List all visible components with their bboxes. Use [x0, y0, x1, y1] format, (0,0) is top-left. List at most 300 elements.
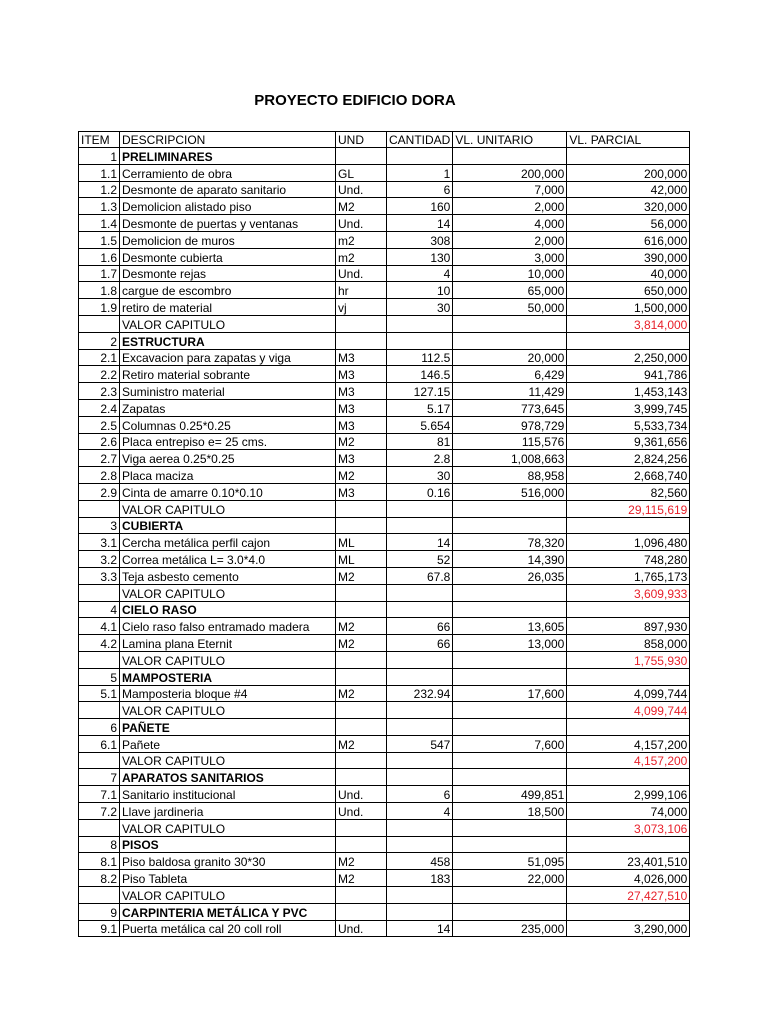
cell-quantity: 30 — [387, 299, 453, 316]
cell-partial: 2,250,000 — [567, 349, 690, 366]
cell-item: 7 — [79, 769, 120, 786]
cell-item: 2.9 — [79, 483, 120, 500]
cell-item — [79, 315, 120, 332]
cell-item: 2.5 — [79, 416, 120, 433]
cell-description: VALOR CAPITULO — [120, 702, 336, 719]
cell-item: 3 — [79, 517, 120, 534]
cell-description: CIELO RASO — [120, 601, 336, 618]
cell-partial — [567, 668, 690, 685]
cell-unit — [336, 315, 387, 332]
cell-quantity: 183 — [387, 870, 453, 887]
cell-description: VALOR CAPITULO — [120, 584, 336, 601]
chapter-total-row — [79, 315, 690, 332]
cell-quantity — [387, 500, 453, 517]
cell-quantity: 81 — [387, 433, 453, 450]
cell-partial: 3,999,745 — [567, 399, 690, 416]
cell-item: 2.6 — [79, 433, 120, 450]
cell-unit-price: 78,320 — [453, 534, 567, 551]
cell-partial: 27,427,510 — [567, 887, 690, 904]
cell-quantity: 14 — [387, 534, 453, 551]
header-vl-unitario: VL. UNITARIO — [453, 132, 567, 148]
cell-unit-price: 2,000 — [453, 198, 567, 215]
cell-item: 2 — [79, 332, 120, 349]
cell-unit-price: 200,000 — [453, 164, 567, 181]
cell-quantity: 67.8 — [387, 567, 453, 584]
table-row — [79, 366, 690, 383]
cell-quantity — [387, 719, 453, 736]
header-row — [79, 132, 690, 148]
cell-item — [79, 702, 120, 719]
table-row — [79, 685, 690, 702]
cell-unit: M3 — [336, 399, 387, 416]
cell-quantity — [387, 332, 453, 349]
cell-quantity: 66 — [387, 618, 453, 635]
section-row — [79, 903, 690, 920]
cell-description: Placa maciza — [120, 467, 336, 484]
cell-unit — [336, 517, 387, 534]
cell-unit — [336, 668, 387, 685]
cell-description: VALOR CAPITULO — [120, 752, 336, 769]
cell-unit: m2 — [336, 248, 387, 265]
cell-quantity: 458 — [387, 853, 453, 870]
cell-unit-price — [453, 332, 567, 349]
cell-quantity — [387, 769, 453, 786]
cell-partial: 9,361,656 — [567, 433, 690, 450]
cell-quantity: 6 — [387, 786, 453, 803]
cell-partial: 320,000 — [567, 198, 690, 215]
cell-partial: 4,099,744 — [567, 702, 690, 719]
cell-quantity — [387, 315, 453, 332]
section-row — [79, 668, 690, 685]
cell-partial: 858,000 — [567, 635, 690, 652]
cell-unit — [336, 819, 387, 836]
table-row — [79, 803, 690, 820]
cell-quantity: 5.17 — [387, 399, 453, 416]
cell-quantity: 112.5 — [387, 349, 453, 366]
cell-item: 6.1 — [79, 735, 120, 752]
cell-unit: Und. — [336, 265, 387, 282]
cell-item: 8.1 — [79, 853, 120, 870]
cell-item: 5 — [79, 668, 120, 685]
cell-unit-price: 499,851 — [453, 786, 567, 803]
table-row — [79, 534, 690, 551]
cell-unit-price — [453, 668, 567, 685]
cell-description: Desmonte cubierta — [120, 248, 336, 265]
cell-description: Retiro material sobrante — [120, 366, 336, 383]
cell-item — [79, 887, 120, 904]
table-row — [79, 870, 690, 887]
cell-partial: 616,000 — [567, 231, 690, 248]
cell-quantity — [387, 836, 453, 853]
cell-item: 9 — [79, 903, 120, 920]
table-row — [79, 618, 690, 635]
table-row — [79, 198, 690, 215]
section-row — [79, 601, 690, 618]
cell-unit-price: 11,429 — [453, 383, 567, 400]
cell-unit: M3 — [336, 366, 387, 383]
chapter-total-row — [79, 752, 690, 769]
cell-partial: 1,096,480 — [567, 534, 690, 551]
cell-unit-price: 88,958 — [453, 467, 567, 484]
cell-partial: 1,755,930 — [567, 651, 690, 668]
cell-description: CARPINTERIA METÁLICA Y PVC — [120, 903, 336, 920]
cell-item: 3.3 — [79, 567, 120, 584]
cell-partial — [567, 148, 690, 165]
table-row — [79, 164, 690, 181]
cell-partial: 897,930 — [567, 618, 690, 635]
cell-unit: M3 — [336, 450, 387, 467]
cell-unit-price: 18,500 — [453, 803, 567, 820]
cell-partial: 74,000 — [567, 803, 690, 820]
cell-item: 2.3 — [79, 383, 120, 400]
cell-item — [79, 651, 120, 668]
table-row — [79, 181, 690, 198]
cell-description: Pañete — [120, 735, 336, 752]
table-row — [79, 349, 690, 366]
cell-description: Columnas 0.25*0.25 — [120, 416, 336, 433]
cell-partial: 4,157,200 — [567, 735, 690, 752]
cell-unit: Und. — [336, 181, 387, 198]
cell-unit-price: 13,605 — [453, 618, 567, 635]
cell-partial: 42,000 — [567, 181, 690, 198]
cell-unit-price: 10,000 — [453, 265, 567, 282]
cell-item: 1.1 — [79, 164, 120, 181]
cell-unit-price — [453, 752, 567, 769]
cell-description: Desmonte de aparato sanitario — [120, 181, 336, 198]
cell-item: 1.8 — [79, 282, 120, 299]
cell-unit-price — [453, 819, 567, 836]
cell-unit-price — [453, 651, 567, 668]
cell-description: Sanitario institucional — [120, 786, 336, 803]
cell-unit-price: 235,000 — [453, 920, 567, 937]
cell-partial: 5,533,734 — [567, 416, 690, 433]
cell-quantity: 308 — [387, 231, 453, 248]
cell-unit-price — [453, 601, 567, 618]
cell-unit-price: 516,000 — [453, 483, 567, 500]
header-und: UND — [336, 132, 387, 148]
cell-unit — [336, 584, 387, 601]
cell-item — [79, 752, 120, 769]
cell-unit-price: 7,000 — [453, 181, 567, 198]
cell-unit-price — [453, 903, 567, 920]
cell-partial: 390,000 — [567, 248, 690, 265]
cell-description: Piso baldosa granito 30*30 — [120, 853, 336, 870]
cell-unit: vj — [336, 299, 387, 316]
cell-description: PAÑETE — [120, 719, 336, 736]
cell-quantity: 4 — [387, 803, 453, 820]
cell-description: Teja asbesto cemento — [120, 567, 336, 584]
cell-quantity: 1 — [387, 164, 453, 181]
cell-item: 1.3 — [79, 198, 120, 215]
cell-quantity — [387, 819, 453, 836]
cell-partial: 3,609,933 — [567, 584, 690, 601]
cell-unit-price — [453, 315, 567, 332]
cell-unit: M2 — [336, 870, 387, 887]
cell-description: VALOR CAPITULO — [120, 651, 336, 668]
cell-partial — [567, 903, 690, 920]
section-row — [79, 332, 690, 349]
table-row — [79, 383, 690, 400]
cell-quantity: 146.5 — [387, 366, 453, 383]
cell-item: 1 — [79, 148, 120, 165]
cell-item: 5.1 — [79, 685, 120, 702]
cell-description: PRELIMINARES — [120, 148, 336, 165]
cell-partial — [567, 719, 690, 736]
cell-quantity — [387, 903, 453, 920]
chapter-total-row — [79, 651, 690, 668]
cell-partial: 1,765,173 — [567, 567, 690, 584]
cell-item — [79, 819, 120, 836]
cell-partial: 1,500,000 — [567, 299, 690, 316]
table-row — [79, 567, 690, 584]
section-row — [79, 719, 690, 736]
cell-partial — [567, 517, 690, 534]
cell-unit: ML — [336, 534, 387, 551]
cell-quantity — [387, 584, 453, 601]
cell-unit-price: 14,390 — [453, 551, 567, 568]
cell-description: APARATOS SANITARIOS — [120, 769, 336, 786]
cell-unit: M3 — [336, 383, 387, 400]
cell-item: 6 — [79, 719, 120, 736]
cell-quantity — [387, 702, 453, 719]
cell-unit: M2 — [336, 433, 387, 450]
cell-unit — [336, 601, 387, 618]
cell-quantity: 14 — [387, 215, 453, 232]
section-row — [79, 836, 690, 853]
cell-description: Desmonte de puertas y ventanas — [120, 215, 336, 232]
table-row — [79, 215, 690, 232]
cell-item — [79, 584, 120, 601]
cell-quantity: 30 — [387, 467, 453, 484]
cell-item: 9.1 — [79, 920, 120, 937]
cell-description: retiro de material — [120, 299, 336, 316]
cell-unit-price — [453, 702, 567, 719]
cell-description: PISOS — [120, 836, 336, 853]
page-title: PROYECTO EDIFICIO DORA — [254, 92, 456, 109]
cell-description: ESTRUCTURA — [120, 332, 336, 349]
cell-item: 2.8 — [79, 467, 120, 484]
cell-item: 7.2 — [79, 803, 120, 820]
cell-unit-price: 2,000 — [453, 231, 567, 248]
cell-unit-price: 6,429 — [453, 366, 567, 383]
cell-description: CUBIERTA — [120, 517, 336, 534]
cell-item: 2.1 — [79, 349, 120, 366]
cell-quantity: 127.15 — [387, 383, 453, 400]
cell-unit-price: 4,000 — [453, 215, 567, 232]
cell-quantity — [387, 651, 453, 668]
cell-partial: 3,290,000 — [567, 920, 690, 937]
cell-quantity — [387, 601, 453, 618]
cell-unit: Und. — [336, 786, 387, 803]
table-row — [79, 450, 690, 467]
cell-item: 1.4 — [79, 215, 120, 232]
cell-description: Demolicion de muros — [120, 231, 336, 248]
cell-partial — [567, 836, 690, 853]
table-row — [79, 416, 690, 433]
table-row — [79, 399, 690, 416]
cell-description: Cerramiento de obra — [120, 164, 336, 181]
cell-item: 4.1 — [79, 618, 120, 635]
cell-partial: 4,099,744 — [567, 685, 690, 702]
cell-description: Suministro material — [120, 383, 336, 400]
cell-partial: 40,000 — [567, 265, 690, 282]
cell-item: 4.2 — [79, 635, 120, 652]
cell-description: VALOR CAPITULO — [120, 500, 336, 517]
cell-partial: 23,401,510 — [567, 853, 690, 870]
cell-unit: M2 — [336, 567, 387, 584]
cell-unit: M2 — [336, 635, 387, 652]
cell-description: Cielo raso falso entramado madera — [120, 618, 336, 635]
cell-description: VALOR CAPITULO — [120, 887, 336, 904]
cell-unit-price: 3,000 — [453, 248, 567, 265]
cell-quantity: 232.94 — [387, 685, 453, 702]
cell-unit-price — [453, 836, 567, 853]
cell-unit-price — [453, 887, 567, 904]
cell-description: MAMPOSTERIA — [120, 668, 336, 685]
cell-description: Placa entrepiso e= 25 cms. — [120, 433, 336, 450]
budget-table — [78, 131, 690, 937]
cell-unit — [336, 887, 387, 904]
section-row — [79, 769, 690, 786]
cell-item: 4 — [79, 601, 120, 618]
chapter-total-row — [79, 819, 690, 836]
chapter-total-row — [79, 584, 690, 601]
table-row — [79, 735, 690, 752]
cell-item: 2.2 — [79, 366, 120, 383]
cell-unit-price: 13,000 — [453, 635, 567, 652]
cell-partial: 4,157,200 — [567, 752, 690, 769]
cell-unit: M3 — [336, 416, 387, 433]
cell-item — [79, 500, 120, 517]
cell-description: Zapatas — [120, 399, 336, 416]
cell-unit — [336, 836, 387, 853]
header-item: ITEM — [79, 132, 120, 148]
cell-unit-price: 65,000 — [453, 282, 567, 299]
cell-partial — [567, 769, 690, 786]
cell-unit-price: 773,645 — [453, 399, 567, 416]
cell-quantity: 130 — [387, 248, 453, 265]
cell-unit: Und. — [336, 920, 387, 937]
cell-unit-price: 115,576 — [453, 433, 567, 450]
cell-partial: 4,026,000 — [567, 870, 690, 887]
table-row — [79, 920, 690, 937]
table-row — [79, 786, 690, 803]
cell-description: Desmonte rejas — [120, 265, 336, 282]
cell-unit: m2 — [336, 231, 387, 248]
cell-partial: 56,000 — [567, 215, 690, 232]
cell-unit-price: 17,600 — [453, 685, 567, 702]
cell-quantity: 14 — [387, 920, 453, 937]
cell-partial: 650,000 — [567, 282, 690, 299]
cell-quantity: 6 — [387, 181, 453, 198]
table-row — [79, 853, 690, 870]
cell-description: Puerta metálica cal 20 coll roll — [120, 920, 336, 937]
cell-item: 1.7 — [79, 265, 120, 282]
section-row — [79, 148, 690, 165]
cell-quantity — [387, 887, 453, 904]
header-descripcion: DESCRIPCION — [120, 132, 336, 148]
cell-item: 1.6 — [79, 248, 120, 265]
cell-unit — [336, 651, 387, 668]
cell-unit-price — [453, 500, 567, 517]
cell-unit-price — [453, 517, 567, 534]
cell-quantity — [387, 148, 453, 165]
cell-partial: 2,668,740 — [567, 467, 690, 484]
header-cantidad: CANTIDAD — [387, 132, 453, 148]
cell-partial: 2,999,106 — [567, 786, 690, 803]
cell-item: 8 — [79, 836, 120, 853]
table-row — [79, 433, 690, 450]
cell-quantity: 2.8 — [387, 450, 453, 467]
cell-unit — [336, 702, 387, 719]
cell-partial: 82,560 — [567, 483, 690, 500]
table-row — [79, 467, 690, 484]
cell-unit-price: 22,000 — [453, 870, 567, 887]
cell-quantity: 4 — [387, 265, 453, 282]
cell-unit: M2 — [336, 618, 387, 635]
section-row — [79, 517, 690, 534]
cell-unit: M3 — [336, 349, 387, 366]
table-row — [79, 299, 690, 316]
cell-quantity: 160 — [387, 198, 453, 215]
cell-description: Demolicion alistado piso — [120, 198, 336, 215]
cell-quantity: 547 — [387, 735, 453, 752]
cell-unit-price: 7,600 — [453, 735, 567, 752]
cell-item: 1.2 — [79, 181, 120, 198]
cell-unit: M2 — [336, 198, 387, 215]
cell-item: 3.1 — [79, 534, 120, 551]
cell-unit-price: 1,008,663 — [453, 450, 567, 467]
cell-item: 2.4 — [79, 399, 120, 416]
header-vl-parcial: VL. PARCIAL — [567, 132, 690, 148]
cell-unit-price — [453, 769, 567, 786]
cell-item: 2.7 — [79, 450, 120, 467]
cell-item: 3.2 — [79, 551, 120, 568]
cell-partial: 3,073,106 — [567, 819, 690, 836]
cell-item: 1.9 — [79, 299, 120, 316]
cell-partial: 941,786 — [567, 366, 690, 383]
cell-description: Excavacion para zapatas y viga — [120, 349, 336, 366]
table-row — [79, 282, 690, 299]
cell-partial — [567, 332, 690, 349]
table-row — [79, 265, 690, 282]
cell-item: 7.1 — [79, 786, 120, 803]
cell-partial: 29,115,619 — [567, 500, 690, 517]
cell-description: VALOR CAPITULO — [120, 315, 336, 332]
cell-item: 1.5 — [79, 231, 120, 248]
cell-description: Piso Tableta — [120, 870, 336, 887]
cell-unit — [336, 769, 387, 786]
chapter-total-row — [79, 702, 690, 719]
cell-unit: M2 — [336, 735, 387, 752]
table-row — [79, 635, 690, 652]
cell-description: Cercha metálica perfil cajon — [120, 534, 336, 551]
cell-partial: 748,280 — [567, 551, 690, 568]
cell-unit-price — [453, 584, 567, 601]
cell-unit — [336, 500, 387, 517]
cell-unit: M2 — [336, 685, 387, 702]
cell-description: Mamposteria bloque #4 — [120, 685, 336, 702]
cell-description: Correa metálica L= 3.0*4.0 — [120, 551, 336, 568]
table-row — [79, 551, 690, 568]
cell-unit-price — [453, 719, 567, 736]
cell-unit — [336, 752, 387, 769]
cell-quantity: 10 — [387, 282, 453, 299]
cell-unit: M2 — [336, 853, 387, 870]
cell-unit — [336, 148, 387, 165]
cell-unit-price — [453, 148, 567, 165]
cell-partial — [567, 601, 690, 618]
